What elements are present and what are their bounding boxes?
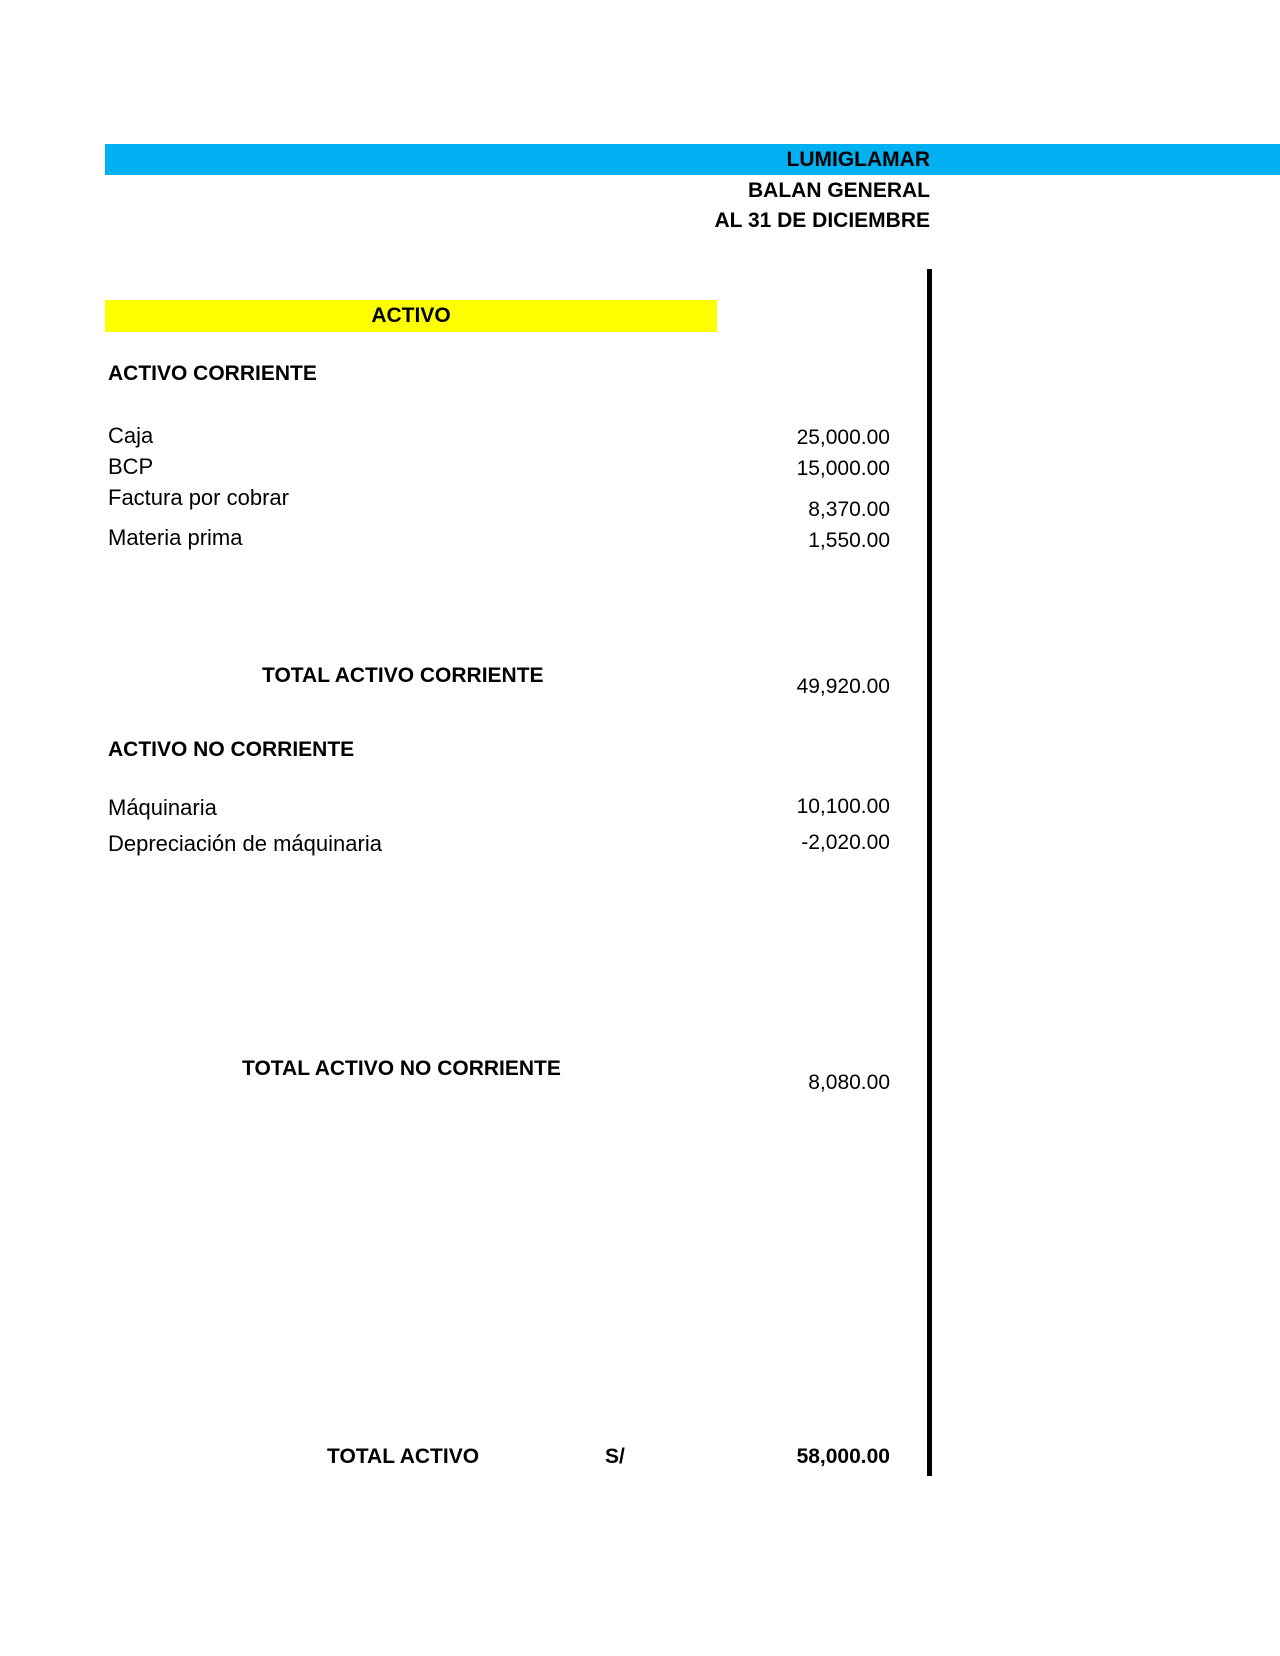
line-item-label: Caja <box>108 423 154 448</box>
line-item-amount: 15,000.00 <box>796 457 890 480</box>
line-item-amount: 1,550.00 <box>808 529 890 552</box>
total-activo-corriente-amount: 49,920.00 <box>796 675 890 698</box>
total-activo-label: TOTAL ACTIVO <box>327 1445 480 1468</box>
report-title-cell <box>640 176 930 206</box>
line-item-amount: -2,020.00 <box>801 831 890 854</box>
line-item-label: BCP <box>108 454 154 479</box>
report-title: BALAN GENERAL <box>748 179 930 202</box>
company-title: LUMIGLAMAR <box>786 148 930 171</box>
currency-symbol: S/ <box>605 1445 625 1468</box>
total-activo-no-corriente-label: TOTAL ACTIVO NO CORRIENTE <box>242 1057 561 1080</box>
report-date-cell <box>640 206 930 236</box>
report-date: AL 31 DE DICIEMBRE <box>714 209 930 232</box>
activo-no-corriente-heading: ACTIVO NO CORRIENTE <box>108 738 355 761</box>
total-activo-corriente-label: TOTAL ACTIVO CORRIENTE <box>262 664 544 687</box>
line-item-label: Máquinaria <box>108 795 217 820</box>
activo-corriente-heading: ACTIVO CORRIENTE <box>108 362 317 385</box>
total-activo-no-corriente-amount: 8,080.00 <box>808 1071 890 1094</box>
line-item-amount: 10,100.00 <box>796 795 890 818</box>
activo-title: ACTIVO <box>105 300 717 332</box>
line-item-amount: 25,000.00 <box>796 426 890 449</box>
line-item-amount: 8,370.00 <box>808 498 890 521</box>
line-item-label: Materia prima <box>108 525 243 550</box>
column-divider <box>927 269 932 1476</box>
line-item-label: Factura por cobrar <box>108 485 289 510</box>
company-title-cell <box>640 145 930 175</box>
line-item-label: Depreciación de máquinaria <box>108 831 382 856</box>
total-activo-amount: 58,000.00 <box>796 1445 890 1468</box>
